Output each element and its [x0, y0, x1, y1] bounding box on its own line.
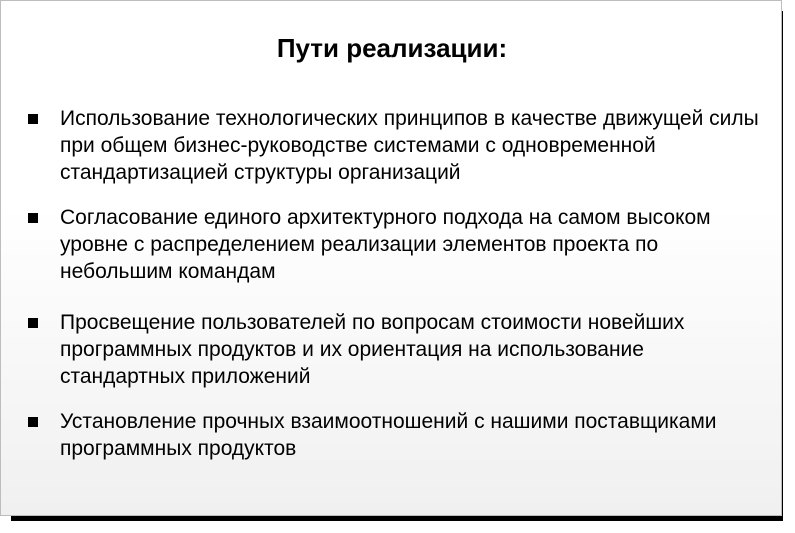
bullet-item-1: [25, 105, 765, 186]
bullet-text-3: Просвещение пользователей по вопросам стоимости новейших программных продуктов и их ориентация на использование стандартных приложений: [60, 311, 685, 388]
square-bullet-icon: [28, 318, 38, 328]
bullet-text-2: Согласование единого архитектурного подхода на самом высоком уровне с распределением реализации элементов проекта по небольшим командам: [60, 206, 711, 283]
bullet-item-2: [25, 204, 765, 285]
slide-title: Пути реализации:: [276, 33, 508, 63]
square-bullet-icon: [28, 417, 38, 427]
bullet-item-4: [25, 408, 765, 462]
bullet-text-1: Использование технологических принципов в качестве движущей силы при общем бизнес-руководстве системами с одновременной стандартизацией структуры организаций: [60, 107, 759, 184]
bullet-text-4: Установление прочных взаимоотношений с нашими поставщиками программных продуктов: [60, 410, 717, 460]
square-bullet-icon: [28, 213, 38, 223]
bullet-item-3: [25, 309, 765, 390]
square-bullet-icon: [28, 114, 38, 124]
bullet-list: [25, 105, 765, 462]
